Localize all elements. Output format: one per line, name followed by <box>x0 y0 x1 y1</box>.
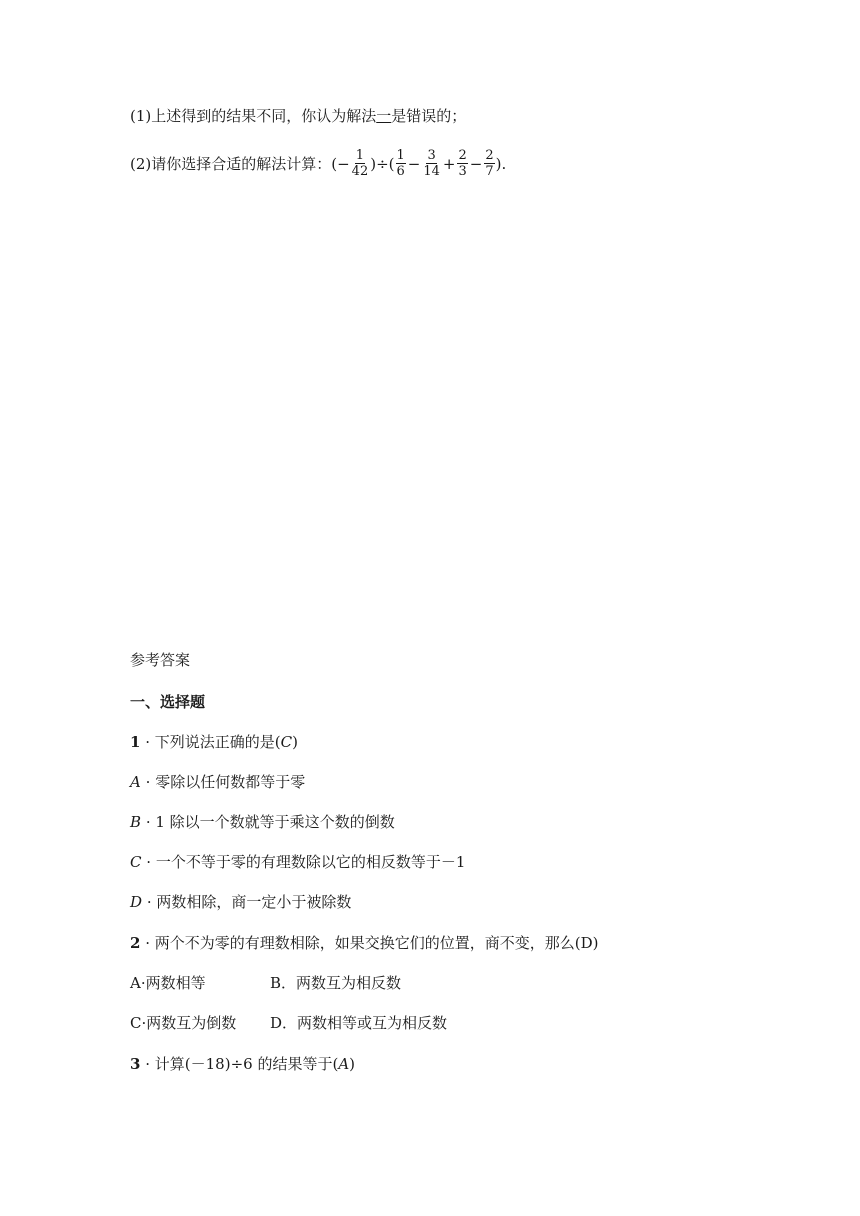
part2-prefix: (2)请你选择合适的解法计算： <box>130 154 332 173</box>
fraction-5 <box>484 148 494 179</box>
part1-after: 是错误的； <box>391 107 467 125</box>
q2-option-c: C·两数互为倒数 <box>130 1014 237 1032</box>
question-1-number: 1 <box>130 733 141 751</box>
fraction-5-denominator: 7 <box>485 164 494 179</box>
q1-option-c-sep: · <box>146 853 152 871</box>
expr-open: (− <box>331 154 350 173</box>
q1-option-c-label: C <box>130 853 142 871</box>
section-title: 一、选择题 <box>130 693 206 711</box>
question-3-answer: A <box>338 1055 350 1073</box>
q1-option-a-label: A <box>130 773 141 791</box>
q1-option-a-text: 零除以任何数都等于零 <box>155 773 306 791</box>
question-1-text: 下列说法正确的是( <box>154 733 281 751</box>
question-1-sep: · <box>145 733 150 751</box>
q1-option-b-text: 1 除以一个数就等于乘这个数的倒数 <box>155 813 395 831</box>
question-3-number: 3 <box>130 1055 141 1073</box>
q1-option-d <box>130 892 351 912</box>
question-3-text: 计算(－18)÷6 的结果等于( <box>154 1055 339 1073</box>
fraction-3 <box>422 148 441 179</box>
question-3-sep: · <box>145 1055 150 1073</box>
fraction-1-numerator: 1 <box>355 148 365 163</box>
question-2-sep: · <box>145 934 150 952</box>
problem-part1 <box>130 106 466 126</box>
q1-option-d-text: 两数相除，商一定小于被除数 <box>156 893 352 911</box>
q1-option-c <box>130 852 465 872</box>
fraction-3-denominator: 14 <box>423 164 440 179</box>
q1-option-a-sep: · <box>145 773 151 791</box>
problem-part2 <box>130 148 506 179</box>
fraction-5-numerator: 2 <box>485 148 494 163</box>
question-2-text: 两个不为零的有理数相除，如果交换它们的位置，商不变，那么(D) <box>154 934 599 952</box>
q1-option-b-label: B <box>130 813 142 831</box>
question-1 <box>130 732 298 752</box>
fraction-1 <box>351 148 370 179</box>
fraction-2-denominator: 6 <box>396 164 405 179</box>
operator-plus: + <box>442 154 456 173</box>
expr-divide: )÷( <box>370 154 395 173</box>
operator-minus-1: − <box>407 154 421 173</box>
q2-option-d: D．两数相等或互为相反数 <box>270 1014 448 1032</box>
expr-end: ). <box>495 154 507 173</box>
q2-option-b: B．两数互为相反数 <box>270 974 402 992</box>
q1-option-a <box>130 772 305 792</box>
q2-options-row-1 <box>130 973 402 993</box>
question-1-close: ) <box>292 733 298 751</box>
fraction-2 <box>396 148 406 179</box>
question-2 <box>130 933 599 953</box>
q2-option-a: A·两数相等 <box>130 974 206 992</box>
q2-options-row-2 <box>130 1013 448 1033</box>
fraction-4-denominator: 3 <box>458 164 467 179</box>
question-2-number: 2 <box>130 934 141 952</box>
question-3 <box>130 1054 355 1074</box>
fraction-3-numerator: 3 <box>427 148 436 163</box>
q1-option-d-label: D <box>130 893 143 911</box>
part1-answer-blank: 一 <box>376 107 392 125</box>
question-3-close: ) <box>349 1055 356 1073</box>
q1-option-b <box>130 812 395 832</box>
fraction-4-numerator: 2 <box>458 148 467 163</box>
fraction-4 <box>457 148 467 179</box>
q1-option-d-sep: · <box>146 893 152 911</box>
question-1-answer: C <box>280 733 293 751</box>
part1-before: (1)上述得到的结果不同，你认为解法 <box>130 107 377 125</box>
answers-title: 参考答案 <box>130 651 191 669</box>
fraction-2-numerator: 1 <box>396 148 405 163</box>
fraction-1-denominator: 42 <box>351 164 369 179</box>
q1-option-b-sep: · <box>145 813 151 831</box>
operator-minus-2: − <box>469 154 483 173</box>
q1-option-c-text: 一个不等于零的有理数除以它的相反数等于－1 <box>155 853 466 871</box>
